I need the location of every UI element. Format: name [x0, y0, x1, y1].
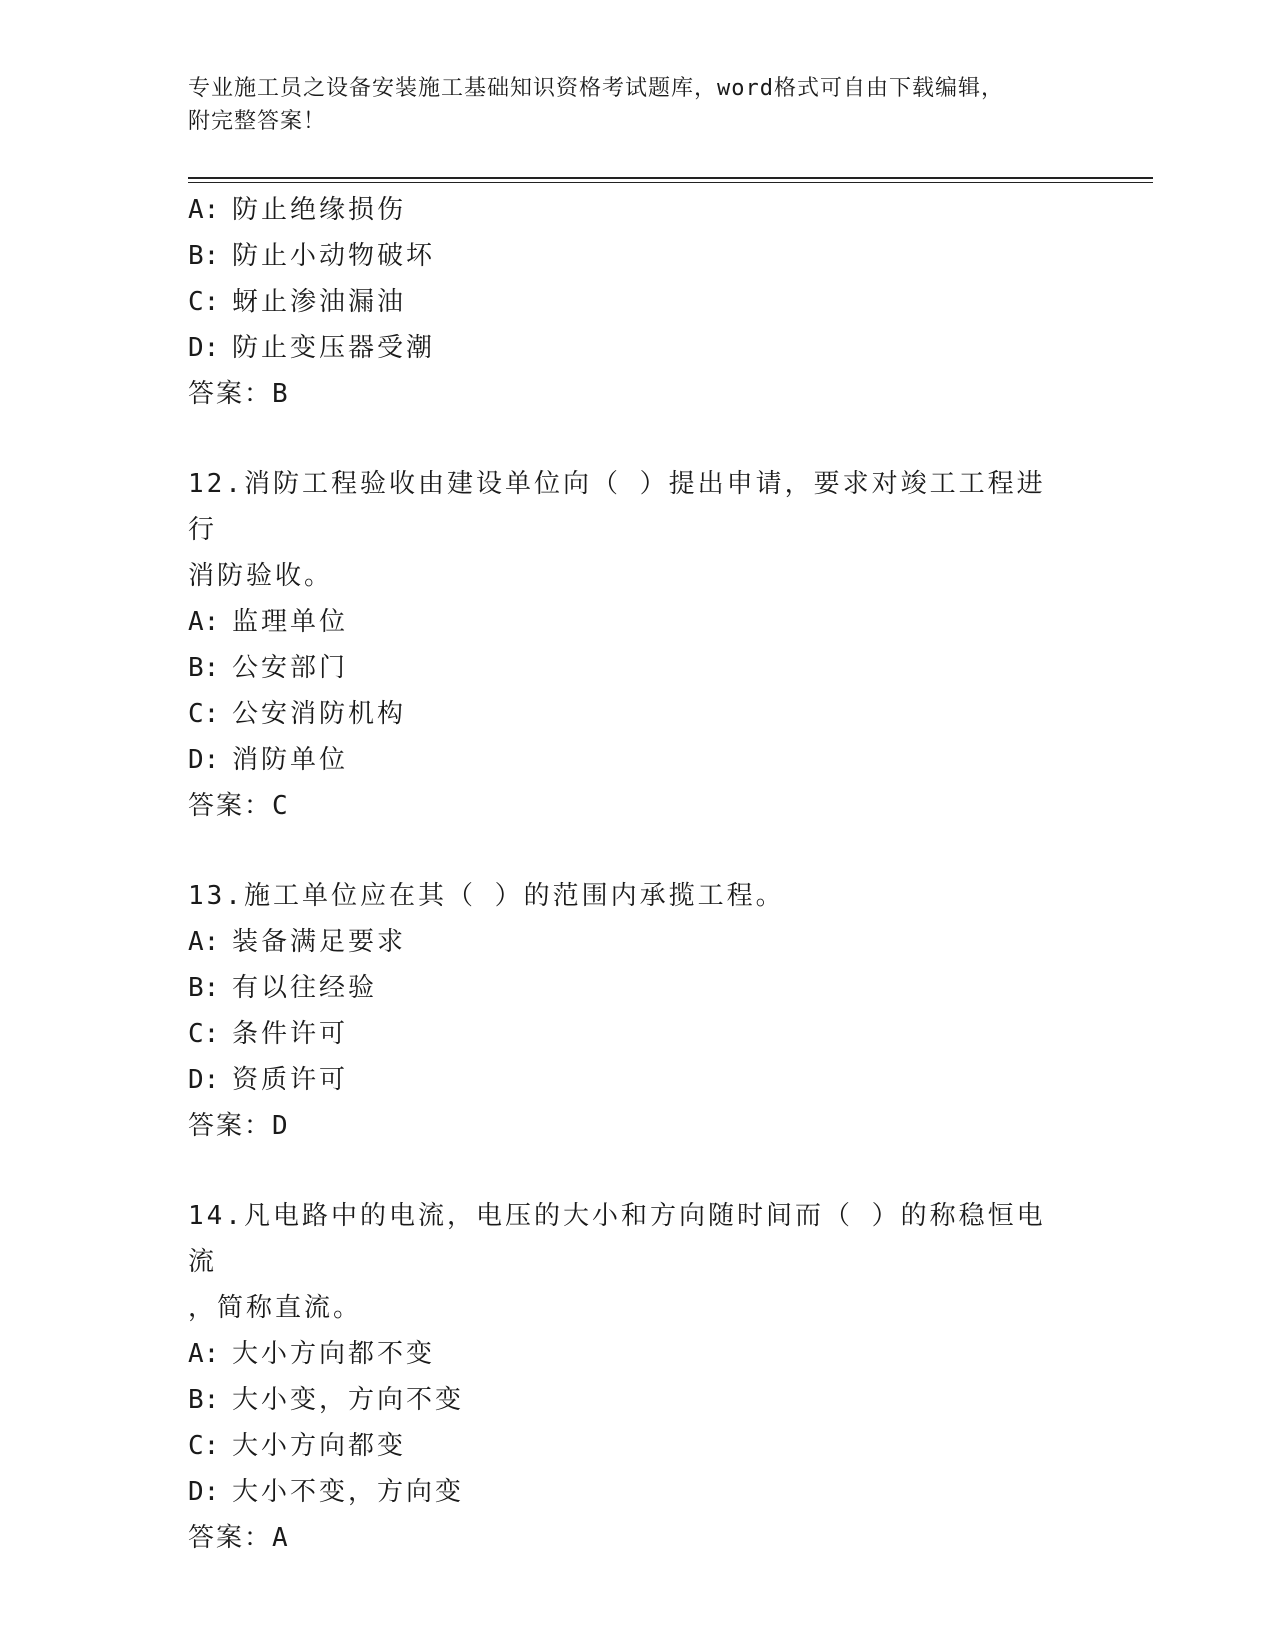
answer-line	[188, 1515, 1068, 1561]
option-text: 公安部门	[232, 653, 349, 683]
option-letter: A:	[188, 1339, 220, 1369]
option-letter: D:	[188, 745, 220, 775]
option-text: 防止小动物破坏	[232, 241, 436, 271]
spacer	[188, 829, 1068, 873]
option-a	[188, 187, 1068, 233]
option-c	[188, 1423, 1068, 1469]
option-letter: D:	[188, 1477, 220, 1507]
option-letter: B:	[188, 973, 220, 1003]
answer-value: C	[272, 791, 288, 821]
option-letter: C:	[188, 699, 220, 729]
spacer	[188, 1149, 1068, 1193]
option-b	[188, 233, 1068, 279]
option-d	[188, 325, 1068, 371]
option-text: 大小方向都不变	[232, 1339, 436, 1369]
option-b	[188, 965, 1068, 1011]
option-c	[188, 279, 1068, 325]
option-text: 大小不变，方向变	[232, 1477, 465, 1507]
option-b	[188, 1377, 1068, 1423]
header-line-1: 专业施工员之设备安装施工基础知识资格考试题库，word格式可自由下载编辑，	[188, 76, 1004, 101]
answer-line	[188, 371, 1068, 417]
option-letter: C:	[188, 287, 220, 317]
option-text: 有以往经验	[232, 973, 378, 1003]
answer-label: 答案：	[188, 1111, 273, 1141]
option-text: 消防单位	[232, 745, 349, 775]
header-divider-thick	[188, 177, 1153, 179]
question-list	[188, 187, 1068, 1561]
option-letter: B:	[188, 1385, 220, 1415]
option-a	[188, 919, 1068, 965]
question-block-13	[188, 873, 1068, 1149]
option-a	[188, 1331, 1068, 1377]
option-d	[188, 1469, 1068, 1515]
option-text: 装备满足要求	[232, 927, 407, 957]
option-letter: B:	[188, 653, 220, 683]
option-a	[188, 599, 1068, 645]
option-c	[188, 691, 1068, 737]
spacer	[188, 417, 1068, 461]
answer-label: 答案：	[188, 379, 273, 409]
option-letter: C:	[188, 1431, 220, 1461]
header-divider-thin	[188, 182, 1153, 183]
question-block-11	[188, 187, 1068, 417]
option-d	[188, 737, 1068, 783]
option-text: 大小变，方向不变	[232, 1385, 465, 1415]
answer-line	[188, 1103, 1068, 1149]
answer-label: 答案：	[188, 791, 273, 821]
option-text: 大小方向都变	[232, 1431, 407, 1461]
option-text: 资质许可	[232, 1065, 349, 1095]
option-text: 蚜止渗油漏油	[232, 287, 407, 317]
option-letter: B:	[188, 241, 220, 271]
option-d	[188, 1057, 1068, 1103]
question-stem-line-1: 12.消防工程验收由建设单位向（ ）提出申请，要求对竣工工程进行	[188, 469, 1046, 545]
answer-label: 答案：	[188, 1523, 273, 1553]
question-stem-line-1: 14.凡电路中的电流，电压的大小和方向随时间而（ ）的称稳恒电流	[188, 1201, 1046, 1277]
question-block-14	[188, 1193, 1068, 1561]
option-text: 条件许可	[232, 1019, 349, 1049]
question-block-12	[188, 461, 1068, 829]
answer-value: A	[272, 1523, 288, 1553]
question-stem-line-2: 消防验收。	[188, 561, 334, 591]
option-text: 监理单位	[232, 607, 349, 637]
option-letter: A:	[188, 195, 220, 225]
option-text: 防止绝缘损伤	[232, 195, 407, 225]
option-text: 防止变压器受潮	[232, 333, 436, 363]
document-header	[188, 72, 1068, 138]
answer-line	[188, 783, 1068, 829]
answer-value: B	[272, 379, 288, 409]
question-stem-line-2: ，简称直流。	[188, 1293, 363, 1323]
option-letter: C:	[188, 1019, 220, 1049]
option-letter: D:	[188, 1065, 220, 1095]
option-c	[188, 1011, 1068, 1057]
option-text: 公安消防机构	[232, 699, 407, 729]
header-line-2: 附完整答案！	[188, 109, 327, 134]
question-stem-line-1: 13.施工单位应在其（ ）的范围内承揽工程。	[188, 881, 785, 911]
answer-value: D	[272, 1111, 288, 1141]
option-letter: A:	[188, 927, 220, 957]
option-letter: D:	[188, 333, 220, 363]
option-letter: A:	[188, 607, 220, 637]
option-b	[188, 645, 1068, 691]
